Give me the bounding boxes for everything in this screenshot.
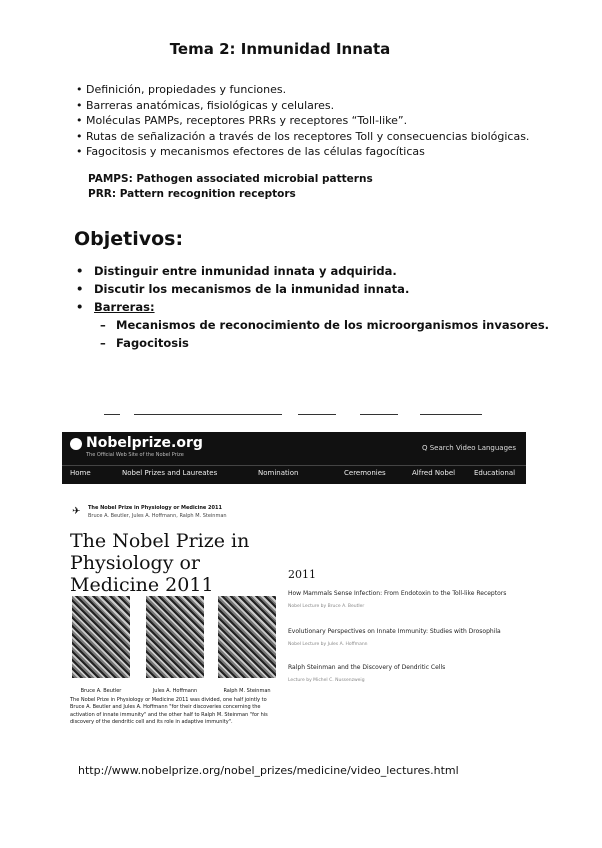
laureate-photo — [146, 596, 204, 678]
nobel-logo[interactable]: Nobelprize.org — [86, 435, 203, 451]
laureate-name: Ralph M. Steinman — [223, 688, 271, 694]
topic-item: • Moléculas PAMPs, receptores PRRs y receptores “Toll-like”. — [76, 113, 529, 129]
prize-description: The Nobel Prize in Physiology or Medicine 2011 was divided, one half jointly to Bruce A. Beutler and Jules A. Hoffmann "for their discoveries concerning the activation of innate immunity" and the other half to Ralph M. Steinman "for his discovery of the dendritic cell and its role in adaptive immunity". — [70, 697, 268, 726]
topic-item: • Rutas de señalización a través de los receptores Toll y consecuencias biológicas. — [76, 129, 529, 145]
nav-nomination[interactable]: Nomination — [258, 469, 299, 477]
nav-home[interactable]: Home — [70, 469, 91, 477]
topic-item: • Fagocitosis y mecanismos efectores de las células fagocíticas — [76, 144, 529, 160]
page-title: Tema 2: Inmunidad Innata — [169, 40, 391, 58]
acronym-pamps: PAMPS: Pathogen associated microbial patterns — [88, 173, 373, 185]
nav-prizes[interactable]: Nobel Prizes and Laureates — [122, 469, 218, 477]
topic-item: • Definición, propiedades y funciones. — [76, 82, 529, 98]
nav-ceremonies[interactable]: Ceremonies — [344, 469, 386, 477]
nobel-heading: The Nobel Prize in Physiology or Medicine 2011 — [70, 530, 250, 596]
objective-item: • Distinguir entre inmunidad innata y adquirida. — [76, 262, 549, 280]
objective-subitem: – Fagocitosis — [76, 334, 549, 352]
topic-list — [76, 82, 529, 160]
decorative-dashes — [104, 414, 484, 416]
laureate-name: Bruce A. Beutler — [80, 688, 122, 694]
crumb-names: Bruce A. Beutler, Jules A. Hoffmann, Ralph M. Steinman — [88, 513, 227, 519]
nav-alfred-nobel[interactable]: Alfred Nobel — [412, 469, 456, 477]
acronym-definitions — [88, 172, 373, 202]
topic-item: • Barreras anatómicas, fisiológicas y celulares. — [76, 98, 529, 114]
video-lectures-url[interactable]: http://www.nobelprize.org/nobel_prizes/medicine/video_lectures.html — [78, 764, 459, 777]
nobel-tagline: The Official Web Site of the Nobel Prize — [86, 452, 184, 458]
objective-item: • Discutir los mecanismos de la inmunidad innata. — [76, 280, 549, 298]
lecture-speaker: Nobel Lecture by Bruce A. Beutler — [288, 604, 365, 609]
lecture-speaker: Lecture by Michel C. Nussenzweig — [288, 678, 365, 683]
nobel-logo-icon — [70, 438, 82, 450]
crumb-title: The Nobel Prize in Physiology or Medicine 2011 — [88, 505, 222, 511]
objective-subitem: – Mecanismos de reconocimiento de los microorganismos invasores. — [76, 316, 549, 334]
objective-item-barriers: • Barreras: — [76, 298, 549, 316]
nobel-banner — [62, 432, 526, 484]
lecture-link[interactable]: How Mammals Sense Infection: From Endotoxin to the Toll-like Receptors — [288, 590, 507, 597]
lecture-speaker: Nobel Lecture by Jules A. Hoffmann — [288, 642, 368, 647]
laureate-photo — [218, 596, 276, 678]
lecture-link[interactable]: Ralph Steinman and the Discovery of Dendritic Cells — [288, 664, 446, 671]
objectives-list — [76, 262, 549, 352]
laureate-name: Jules A. Hoffmann — [152, 688, 198, 694]
nobel-nav — [62, 465, 526, 482]
lectures-year: 2011 — [288, 568, 316, 581]
nobel-tools[interactable]: Q Search Video Languages — [421, 444, 516, 452]
objectives-heading: Objetivos: — [74, 228, 184, 250]
nav-educational[interactable]: Educational — [474, 469, 516, 477]
share-icon[interactable]: ✈ — [72, 506, 81, 517]
laureate-photo — [72, 596, 130, 678]
acronym-prr: PRR: Pattern recognition receptors — [88, 188, 296, 200]
lecture-link[interactable]: Evolutionary Perspectives on Innate Immunity: Studies with Drosophila — [288, 628, 501, 635]
